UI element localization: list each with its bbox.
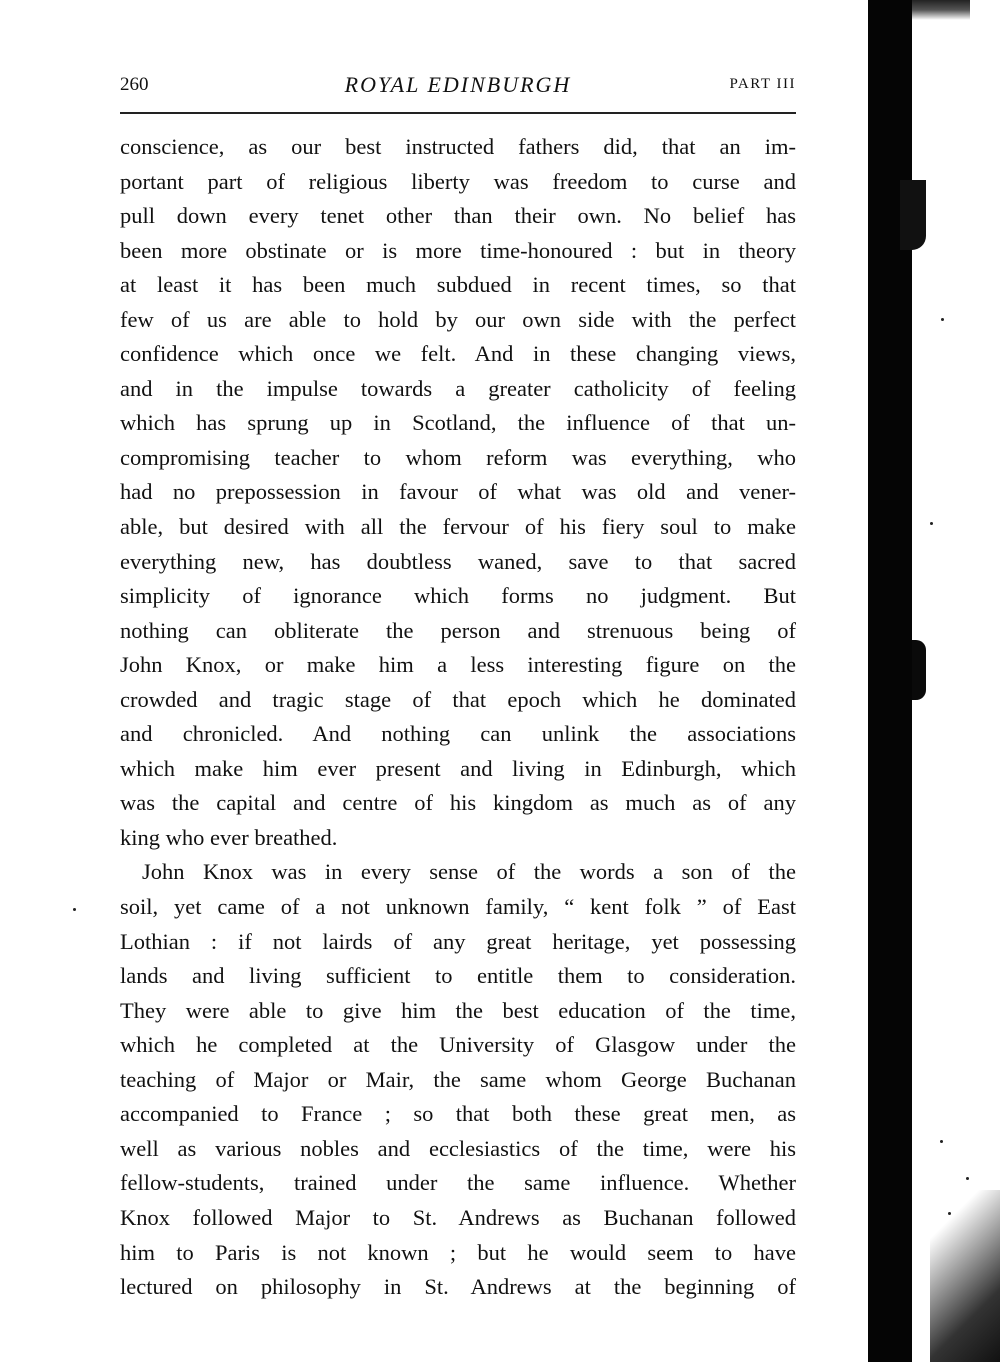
text-line: and in the impulse towards a greater catholicity of feeling xyxy=(120,375,796,401)
body-text xyxy=(120,130,796,1305)
scan-speck xyxy=(948,1212,951,1215)
scan-speck xyxy=(930,522,933,525)
scan-speck xyxy=(73,908,76,911)
text-line: They were able to give him the best education of the time, xyxy=(120,997,796,1023)
text-line: conscience, as our best instructed fathers did, that an im- xyxy=(120,134,796,159)
text-line: nothing can obliterate the person and strenuous being of xyxy=(120,617,796,643)
text-line: lectured on philosophy in St. Andrews at the beginning of xyxy=(120,1274,796,1300)
text-line: few of us are able to hold by our own side with the perfect xyxy=(120,306,796,332)
text-line: which make him ever present and living in Edinburgh, which xyxy=(120,755,796,781)
scan-speck xyxy=(966,1177,969,1180)
text-line: confidence which once we felt. And in these changing views, xyxy=(120,341,796,367)
paragraph-end-line: king who ever breathed. xyxy=(120,824,338,850)
binding-edge-top xyxy=(912,0,970,20)
binding-flare xyxy=(900,180,926,250)
running-title: ROYAL EDINBURGH xyxy=(344,72,572,97)
text-line: lands and living sufficient to entitle them to consideration. xyxy=(120,963,796,989)
binding-bulge xyxy=(912,640,926,700)
text-line: teaching of Major or Mair, the same whom George Buchanan xyxy=(120,1066,796,1092)
part-label: PART III xyxy=(729,76,796,92)
text-line: and chronicled. And nothing can unlink the associations xyxy=(120,721,796,747)
text-line: him to Paris is not known ; but he would seem to have xyxy=(120,1239,796,1265)
header-rule xyxy=(120,112,796,114)
text-line: pull down every tenet other than their own. No belief has xyxy=(120,203,796,229)
text-line: well as various nobles and ecclesiastics of the time, were his xyxy=(120,1135,796,1161)
text-line: able, but desired with all the fervour of his fiery soul to make xyxy=(120,514,796,540)
text-line: been more obstinate or is more time-honoured : but in theory xyxy=(120,237,796,263)
page-number: 260 xyxy=(120,74,149,95)
text-line: which has sprung up in Scotland, the influence of that un- xyxy=(120,410,796,436)
running-head xyxy=(120,74,796,104)
text-line: everything new, has doubtless waned, save to that sacred xyxy=(120,548,796,574)
binding-page-curl xyxy=(930,1190,1000,1362)
text-line: soil, yet came of a not unknown family, “ kent folk ” of East xyxy=(120,894,796,920)
text-line: portant part of religious liberty was freedom to curse and xyxy=(120,168,796,194)
text-line: Lothian : if not lairds of any great heritage, yet possessing xyxy=(120,928,796,954)
text-line: John Knox, or make him a less interesting figure on the xyxy=(120,652,796,678)
text-line: compromising teacher to whom reform was everything, who xyxy=(120,444,796,470)
text-line: had no prepossession in favour of what was old and vener- xyxy=(120,479,796,505)
text-line: Knox followed Major to St. Andrews as Buchanan followed xyxy=(120,1204,796,1230)
text-line: simplicity of ignorance which forms no judgment. But xyxy=(120,583,796,609)
text-line: was the capital and centre of his kingdom as much as of any xyxy=(120,790,796,816)
text-line: crowded and tragic stage of that epoch which he dominated xyxy=(120,686,796,712)
text-line: at least it has been much subdued in recent times, so that xyxy=(120,272,796,298)
scan-speck xyxy=(941,318,944,321)
paragraph-start-line: John Knox was in every sense of the words a son of the xyxy=(142,859,796,885)
text-line: accompanied to France ; so that both these great men, as xyxy=(120,1101,796,1127)
text-line: fellow-students, trained under the same influence. Whether xyxy=(120,1170,796,1196)
scan-speck xyxy=(940,1140,943,1143)
text-line: which he completed at the University of Glasgow under the xyxy=(120,1032,796,1058)
